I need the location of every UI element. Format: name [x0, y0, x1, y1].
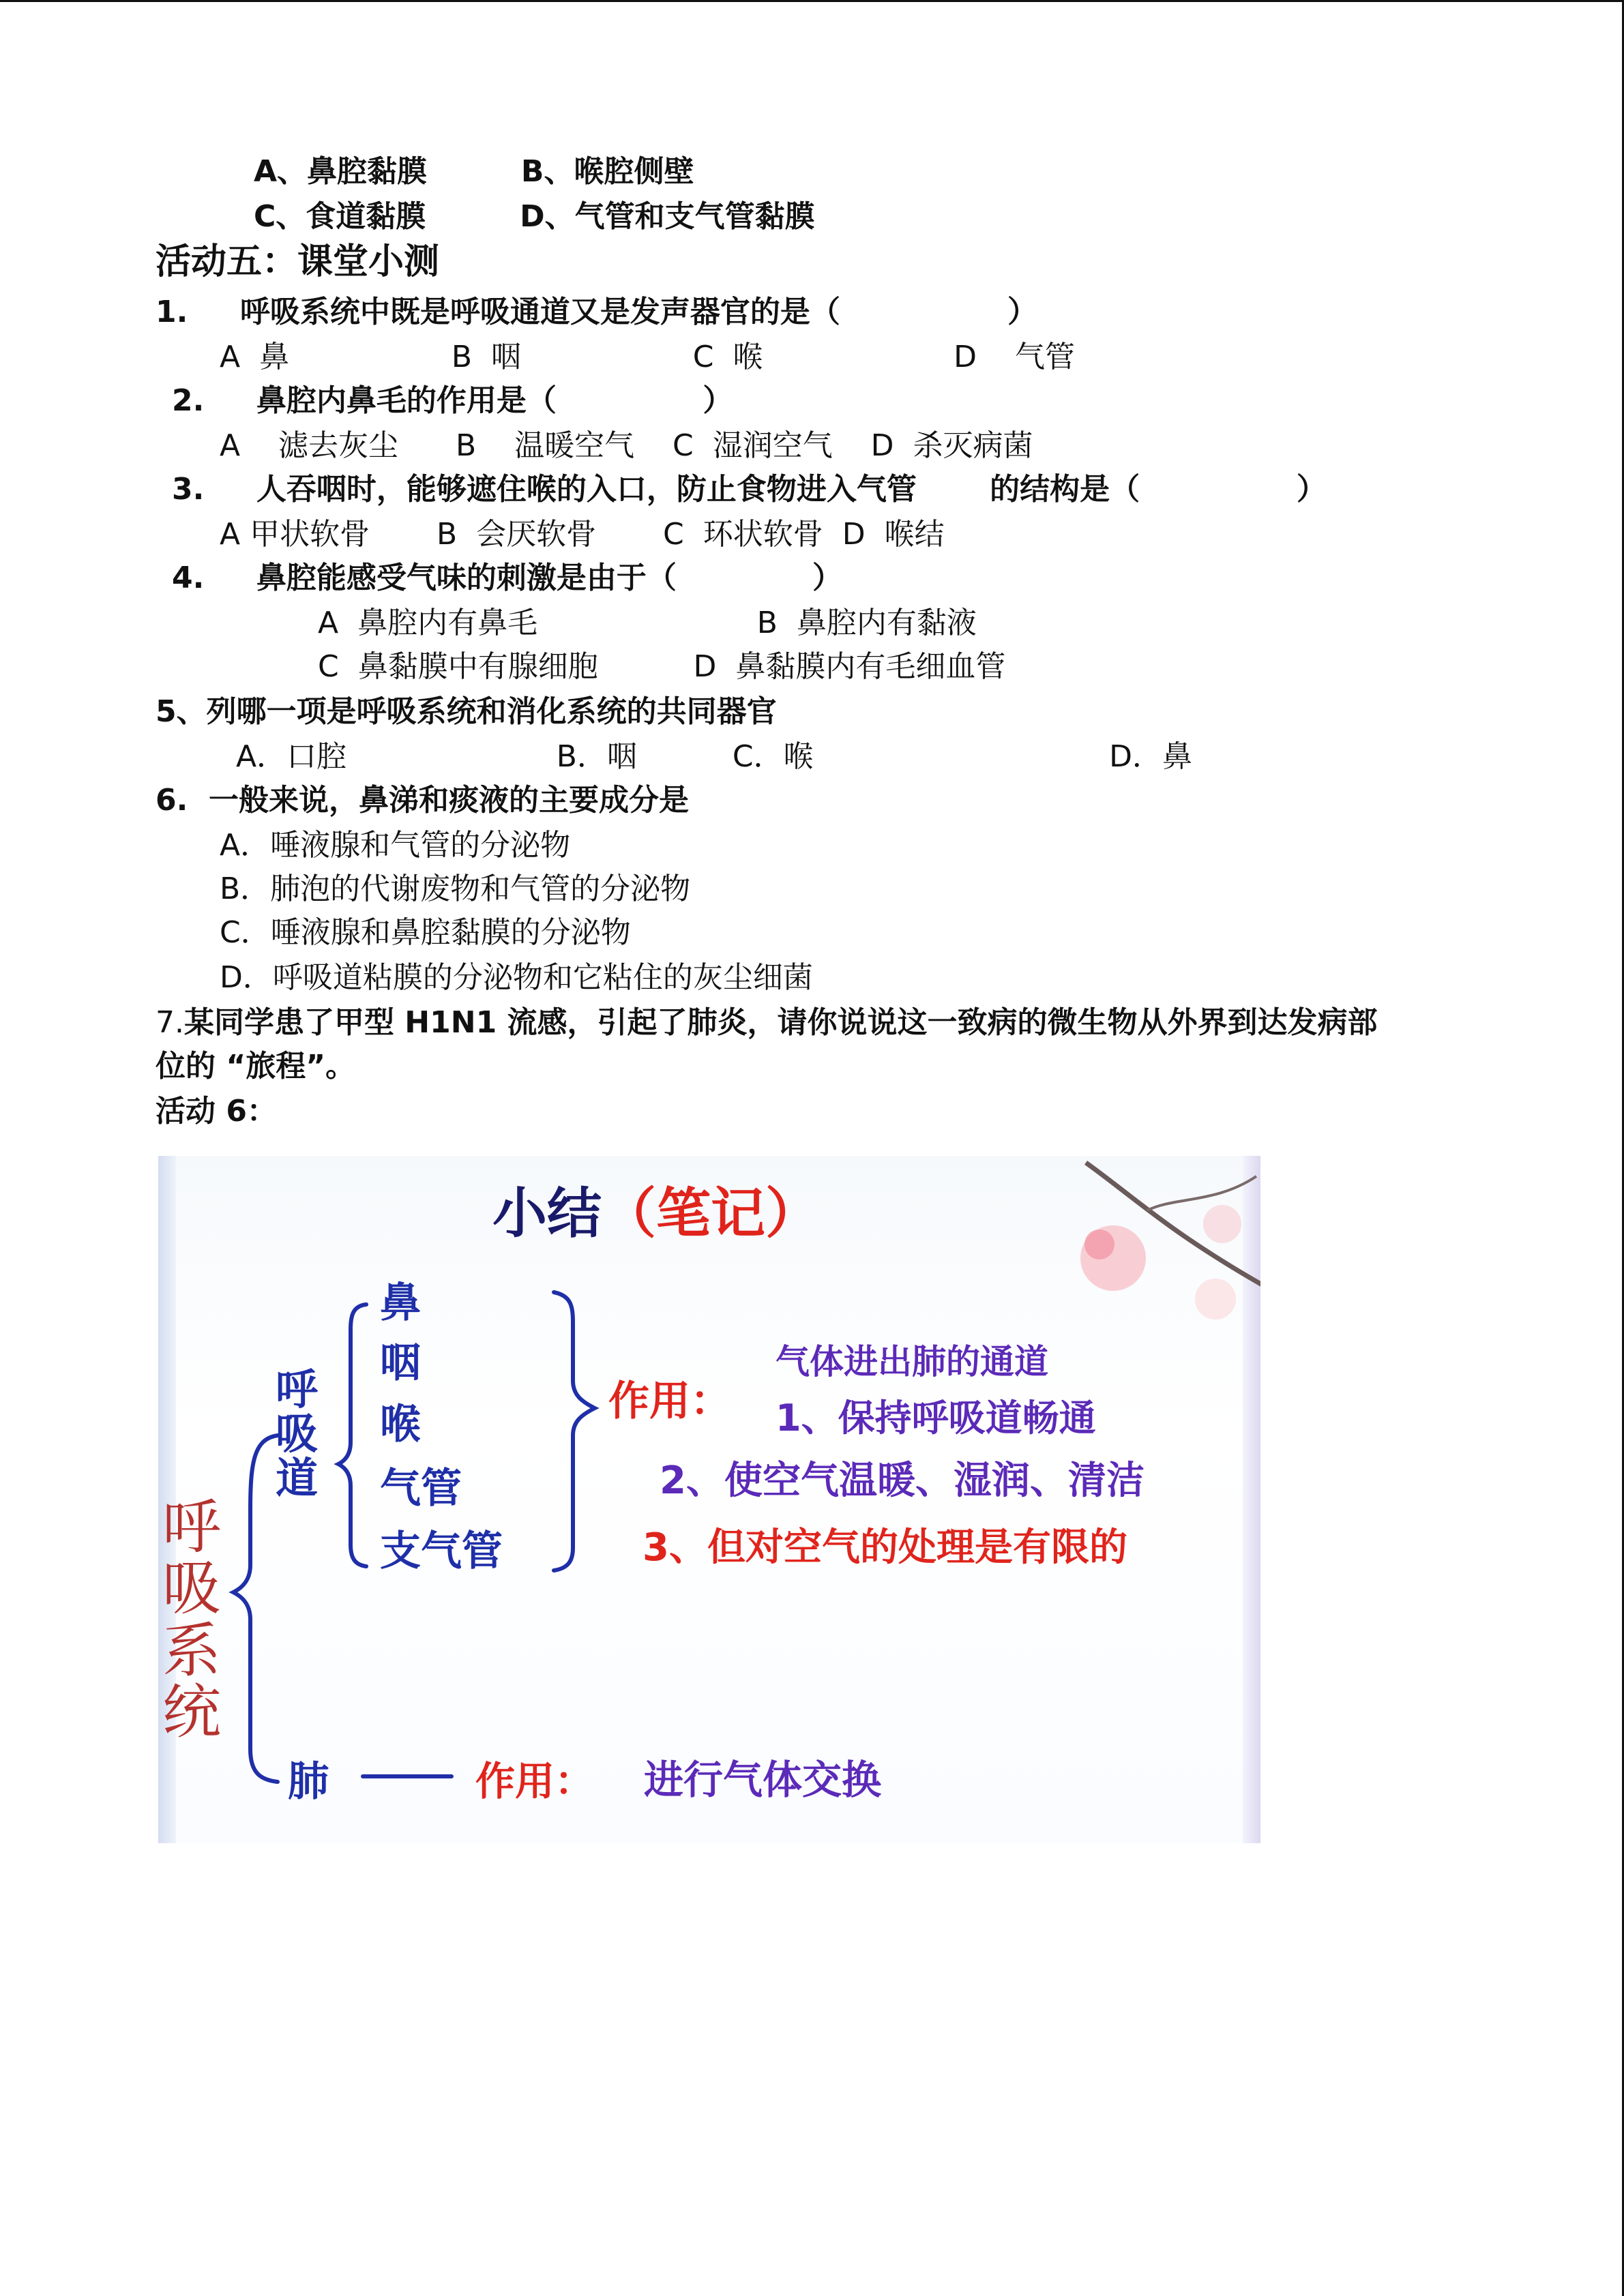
question-7-stem-line2: 位的 “旅程”。: [156, 1049, 356, 1084]
respiratory-system-label: 呼 吸 系 统: [162, 1493, 221, 1746]
question-6-stem: 6. 一般来说，鼻涕和痰液的主要成分是: [156, 783, 689, 818]
question-1-options: A 鼻 B 咽 C 喉 D 气管: [220, 340, 1075, 374]
question-7-number: 7.: [156, 1005, 184, 1040]
question-4-stem: 4. 鼻腔能感受气味的刺激是由于（ ）: [172, 561, 843, 595]
question-4-options-row2: C 鼻黏膜中有腺细胞 D 鼻黏膜内有毛细血管: [318, 649, 1006, 684]
lung-function-label: 作用：: [475, 1758, 595, 1804]
organ-nose: 鼻: [380, 1279, 421, 1327]
page-border-top: [0, 0, 1624, 2]
question-6-option-c: C．唾液腺和鼻腔黏膜的分泌物: [220, 915, 631, 950]
question-6-option-d: D．呼吸道粘膜的分泌物和它粘住的灰尘细菌: [220, 960, 813, 995]
airway-function-2: 2、使空气温暖、湿润、清洁: [660, 1459, 1145, 1503]
lung-function: 进行气体交换: [644, 1757, 882, 1803]
question-7-text: 某同学患了甲型 H1N1 流感，引起了肺炎，请你说说这一致病的微生物从外界到达发病部: [183, 1005, 1378, 1040]
summary-title-notes: （笔记）: [602, 1182, 820, 1245]
airway-function-label: 作用：: [608, 1377, 731, 1425]
question-6-option-a: A．唾液腺和气管的分泌物: [220, 828, 571, 863]
question-6-option-b: B．肺泡的代谢废物和气管的分泌物: [220, 871, 691, 906]
airway-function-passage: 气体进出肺的通道: [776, 1342, 1048, 1382]
prev-options-line2: C、食道黏膜 D、气管和支气管黏膜: [254, 199, 815, 234]
airway-function-1: 1、保持呼吸道畅通: [776, 1397, 1096, 1440]
question-1-stem: 1. 呼吸系统中既是呼吸通道又是发声器官的是（ ）: [156, 295, 1038, 329]
question-4-options-row1: A 鼻腔内有鼻毛 B 鼻腔内有黏液: [318, 606, 977, 640]
prev-options-line1: A、鼻腔黏膜 B、喉腔侧壁: [254, 154, 694, 189]
organ-pharynx: 咽: [380, 1339, 421, 1387]
question-2-stem: 2. 鼻腔内鼻毛的作用是（ ）: [172, 383, 733, 418]
organ-larynx: 喉: [380, 1401, 421, 1448]
airway-label: 呼 吸 道: [276, 1365, 319, 1504]
airway-function-3: 3、但对空气的处理是有限的: [643, 1525, 1127, 1570]
organ-trachea: 气管: [380, 1465, 462, 1512]
section-title: 活动五：课堂小测: [156, 241, 440, 282]
question-2-options: A 滤去灰尘 B 温暖空气 C 湿润空气 D 杀灭病菌: [220, 428, 1033, 463]
question-5-options: A．口腔 B．咽 C．喉 D．鼻: [236, 739, 1193, 774]
summary-title-main: 小结: [492, 1182, 602, 1245]
question-5-stem: 5、列哪一项是呼吸系统和消化系统的共同器官: [156, 694, 777, 729]
organ-bronchi: 支气管: [380, 1527, 503, 1575]
lung-label: 肺: [288, 1758, 329, 1806]
question-3-options: A 甲状软骨 B 会厌软骨 C 环状软骨 D 喉结: [220, 517, 945, 552]
question-7-stem: [156, 1004, 1378, 1042]
activity-6-label: 活动 6：: [156, 1094, 277, 1129]
question-3-stem: 3. 人吞咽时，能够遮住喉的入口，防止食物进入气管 的结构是（ ）: [172, 472, 1327, 507]
summary-slide: [158, 1156, 1260, 1843]
